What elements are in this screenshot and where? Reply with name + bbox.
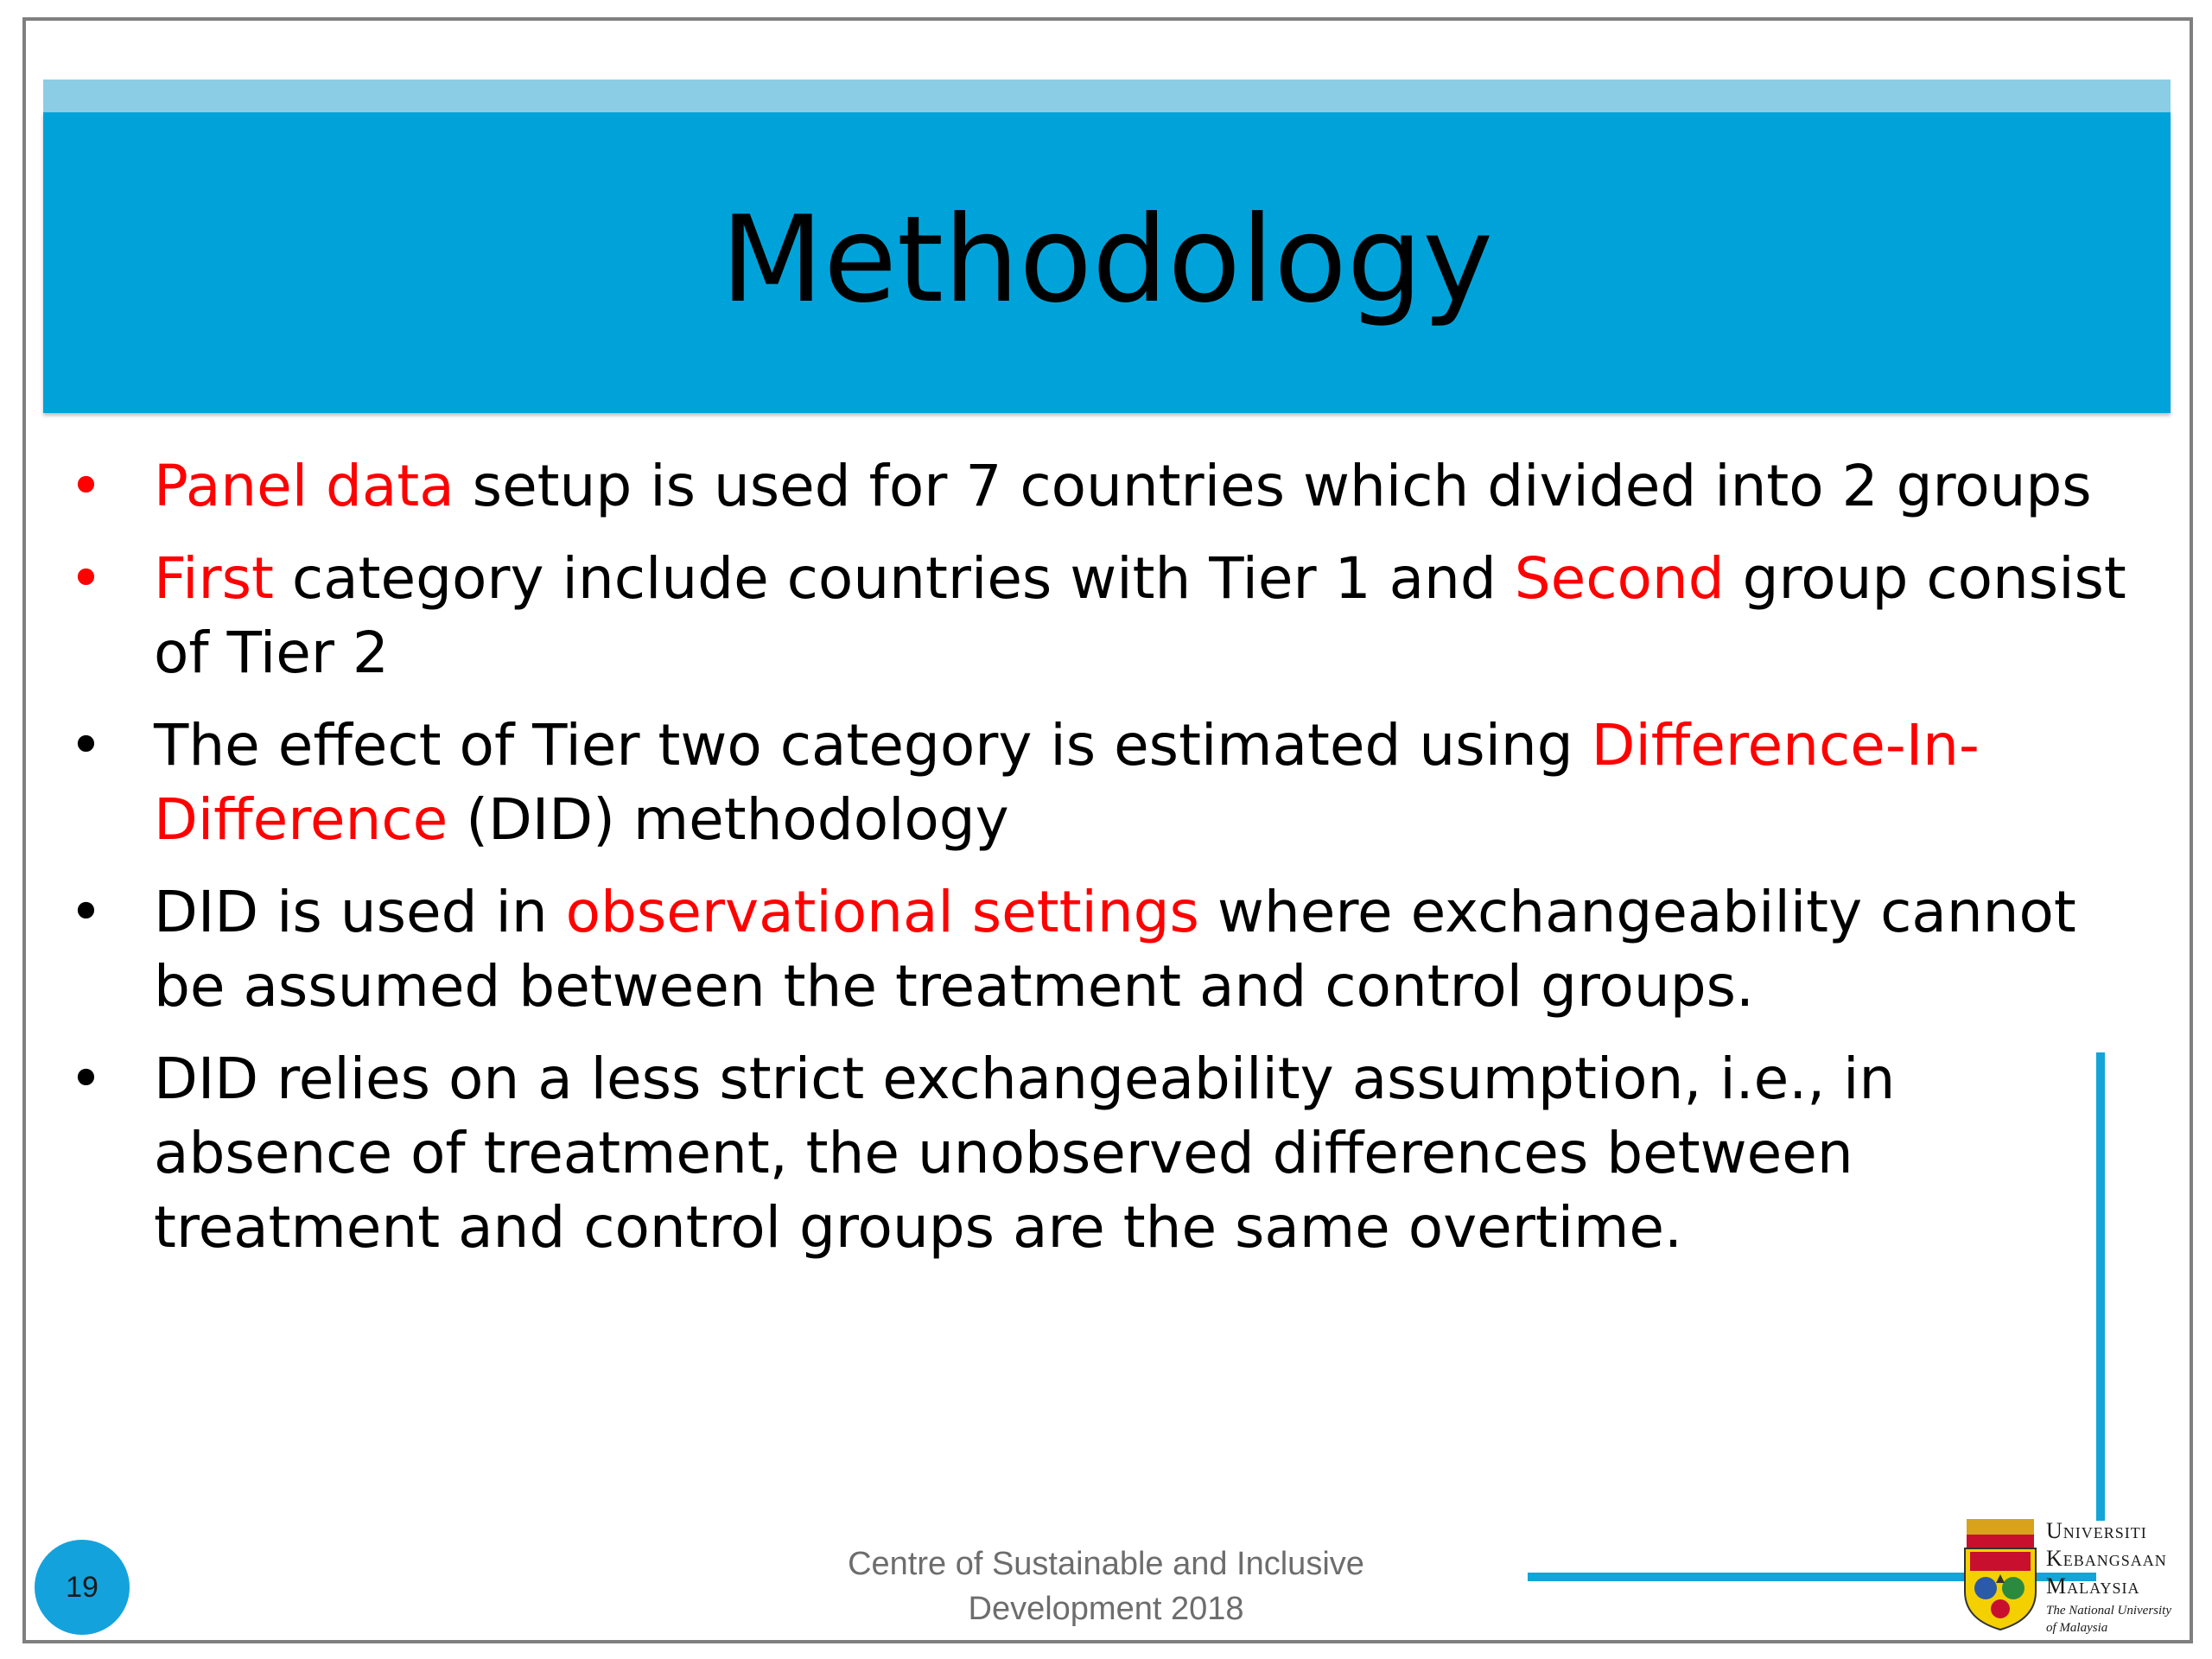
bullet-item [60,449,2152,524]
bullet-marker: • [69,879,103,945]
bullet-text: category include countries with Tier 1 and [273,545,1515,612]
highlighted-term: Second [1514,545,1725,612]
slide-title: Methodology [720,190,1494,329]
footer-text [778,1541,1434,1631]
footer-line-2: Development 2018 [968,1591,1244,1627]
accent-line-horizontal [1528,1573,1977,1581]
bullet-marker: • [69,712,103,779]
crest-icon [1960,1517,2041,1633]
footer-line-1: Centre of Sustainable and Inclusive [848,1546,1364,1582]
bullet-text: DID is used in [154,879,566,945]
logo-line-1: Universiti [2046,1518,2147,1543]
highlighted-term: Panel data [154,453,454,519]
bullet-marker: • [69,545,103,612]
logo-wordmark [2046,1517,2193,1635]
highlighted-term: observational settings [565,879,1199,945]
logo-tagline-1: The National University [2046,1604,2171,1618]
bullet-text: The effect of Tier two category is estimated using [154,712,1592,779]
highlighted-term: Difference-In-Difference [154,712,1980,853]
header-band [43,112,2171,413]
accent-line-vertical [2096,1052,2105,1521]
highlighted-term: First [154,545,274,612]
university-logo [1960,1517,2193,1633]
header-top-strip [43,79,2171,114]
bullet-item [60,542,2152,690]
bullet-item [60,1042,2152,1265]
page-number-badge [35,1540,130,1635]
bullet-text: (DID) methodology [448,786,1009,853]
bullet-marker: • [69,1046,103,1112]
bullet-marker: • [69,453,103,519]
logo-tagline-2: of Malaysia [2046,1621,2108,1635]
bullet-item [60,709,2152,857]
page-number: 19 [66,1570,99,1604]
logo-line-2: Kebangsaan [2046,1546,2167,1571]
bullet-text: where exchangeability cannot be assumed between the treatment and control groups. [154,879,2076,1020]
bullet-text: group consist of Tier 2 [154,545,2126,686]
bullet-text: DID relies on a less strict exchangeability assumption, i.e., in absence of treatment, the unobserved differences between treatment and control groups are the same overtime. [154,1046,1896,1261]
logo-line-3: Malaysia [2046,1573,2140,1599]
bullet-text: setup is used for 7 countries which divided into 2 groups [454,453,2092,519]
bullet-list [60,449,2152,1283]
bullet-item [60,875,2152,1024]
